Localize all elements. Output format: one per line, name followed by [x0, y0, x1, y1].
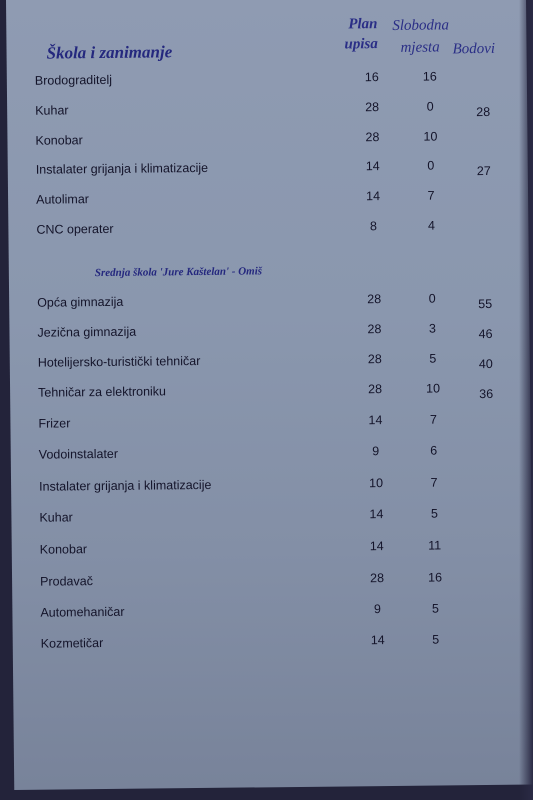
table-row	[10, 412, 530, 437]
occupation-name: Instalater grijanja i klimatizacije	[35, 160, 209, 177]
plan-upisa-value: 28	[367, 322, 382, 337]
slobodna-mjesta-value: 10	[426, 381, 441, 396]
slobodna-mjesta-value: 11	[428, 538, 442, 553]
header-slobodna-line1: Slobodna	[392, 17, 450, 34]
occupation-name: Brodograditelj	[34, 72, 113, 88]
occupation-name: Kuhar	[39, 510, 73, 525]
occupation-name: Opća gimnazija	[37, 294, 124, 310]
slobodna-mjesta-value: 0	[426, 99, 434, 114]
plan-upisa-value: 9	[372, 444, 380, 459]
occupation-name: Hotelijersko-turistički tehničar	[37, 353, 201, 370]
occupation-name: Konobar	[35, 133, 83, 148]
table-row	[9, 291, 529, 316]
table-row	[12, 601, 532, 626]
table-row	[10, 351, 530, 376]
table-row	[11, 475, 531, 500]
occupation-name: Autolimar	[36, 192, 89, 207]
school-title: Srednja škola 'Jure Kaštelan' - Omiš	[94, 265, 263, 280]
bodovi-value: 55	[478, 296, 493, 312]
slobodna-mjesta-value: 5	[431, 601, 439, 616]
table-row	[11, 506, 531, 531]
occupation-name: Kozmetičar	[40, 636, 104, 651]
occupation-name: Prodavač	[40, 574, 93, 589]
table-row	[8, 188, 528, 213]
plan-upisa-value: 28	[370, 571, 385, 586]
bodovi-value: 40	[478, 356, 493, 372]
plan-upisa-value: 28	[368, 382, 383, 397]
plan-upisa-value: 28	[367, 352, 382, 367]
table-row	[7, 129, 527, 154]
plan-upisa-value: 10	[369, 476, 384, 491]
occupation-name: Konobar	[39, 542, 88, 557]
plan-upisa-value: 16	[364, 70, 379, 85]
plan-upisa-value: 8	[369, 219, 377, 234]
slobodna-mjesta-value: 16	[428, 570, 443, 585]
slobodna-mjesta-value: 6	[430, 443, 438, 458]
table-row	[7, 99, 527, 124]
table-row	[7, 69, 527, 94]
slobodna-mjesta-value: 0	[428, 291, 436, 306]
slobodna-mjesta-value: 4	[427, 218, 435, 233]
slobodna-mjesta-value: 3	[428, 321, 437, 336]
table-row	[11, 443, 531, 468]
table-row	[8, 158, 528, 183]
plan-upisa-value: 9	[373, 602, 381, 617]
occupation-name: Kuhar	[35, 103, 69, 118]
plan-upisa-value: 28	[367, 292, 382, 307]
plan-upisa-value: 28	[365, 130, 380, 145]
table-row	[12, 570, 532, 595]
table-row	[9, 321, 529, 346]
slobodna-mjesta-value: 10	[423, 129, 438, 144]
section-title: Škola i zanimanje	[46, 42, 173, 63]
slobodna-mjesta-value: 16	[422, 69, 437, 84]
plan-upisa-value: 14	[369, 539, 384, 554]
bodovi-value: 28	[476, 104, 491, 120]
header-bodovi: Bodovi	[452, 40, 496, 58]
bodovi-value: 36	[479, 386, 494, 402]
slobodna-mjesta-value: 5	[430, 506, 438, 521]
slobodna-mjesta-value: 7	[427, 188, 435, 203]
plan-upisa-value: 14	[370, 633, 385, 648]
plan-upisa-value: 14	[368, 413, 383, 428]
occupation-name: CNC operater	[36, 221, 114, 237]
table-row	[8, 218, 528, 243]
plan-upisa-value: 14	[366, 189, 381, 204]
slobodna-mjesta-value: 7	[430, 475, 438, 490]
header-slobodna-line2: mjesta	[400, 39, 440, 56]
plan-upisa-value: 14	[369, 507, 384, 522]
slobodna-mjesta-value: 5	[432, 632, 440, 647]
document-page	[6, 0, 533, 790]
occupation-name: Instalater grijanja i klimatizacije	[39, 477, 212, 494]
table-row	[12, 538, 532, 563]
plan-upisa-value: 14	[365, 159, 380, 174]
occupation-name: Frizer	[38, 416, 71, 431]
header-plan-line2: upisa	[344, 36, 378, 53]
occupation-name: Vodoinstalater	[38, 446, 119, 462]
page-edge-shadow	[519, 0, 533, 800]
occupation-name: Jezična gimnazija	[37, 324, 137, 340]
table-row	[10, 381, 530, 406]
occupation-name: Tehničar za elektroniku	[38, 384, 167, 400]
plan-upisa-value: 28	[365, 100, 380, 115]
bodovi-value: 46	[478, 326, 493, 342]
bodovi-value: 27	[476, 163, 491, 179]
slobodna-mjesta-value: 7	[429, 412, 437, 427]
table-row	[13, 632, 533, 657]
slobodna-mjesta-value: 0	[427, 158, 435, 173]
slobodna-mjesta-value: 5	[429, 351, 437, 366]
header-plan-line1: Plan	[348, 16, 378, 33]
occupation-name: Automehaničar	[40, 604, 125, 620]
